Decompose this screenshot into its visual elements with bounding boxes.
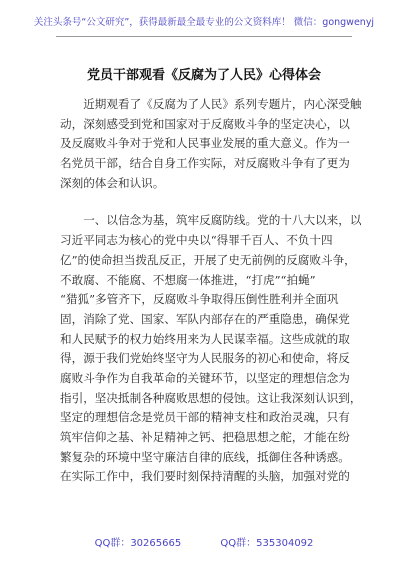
text-line: 习近平同志为核心的党中央以“得罪千百人、不负十四 [60,233,333,248]
text-line: 得，源于我们党始终坚守为人民服务的初心和使命，将反 [60,351,350,366]
paragraph-1 [60,95,360,193]
document-title: 党员干部观看《反腐为了人民》心得体会 [86,68,321,83]
text-line: 腐败斗争作为自我革命的关键环节，以坚定的理想信念为 [60,370,350,385]
text-line: 动，深刻感受到党和国家对于反腐败斗争的坚定决心，以 [60,116,350,131]
text-line: “猎狐”多管齐下，反腐败斗争取得压倒性胜利并全面巩 [60,292,339,307]
text-line: 筑牢信仰之基、补足精神之钙、把稳思想之舵，才能在纷 [60,430,350,444]
paragraph-gap [60,193,360,211]
text-line: 在实际工作中，我们要时刻保持清醒的头脑，加强对党的 [60,469,350,484]
text-line: 和人民赋予的权力始终用来为人民谋幸福。这些成就的取 [60,331,350,346]
text-line: 一、以信念为基，筑牢反腐防线。党的十八大以来，以 [60,213,362,228]
text-line: 坚定的理想信念是党员干部的精神支柱和政治灵魂，只有 [60,410,350,425]
header-promo-text: 关注头条号“公文研究”，获得最新最全最专业的公文资料库！ 微信：gongwenyj [33,17,375,28]
text-line: 亿”的使命担当拨乱反正，开展了史无前例的反腐败斗争， [60,252,356,267]
document-body [60,95,360,487]
paragraph-2 [60,211,360,487]
footer-contact [0,534,408,549]
header-divider [56,36,352,37]
text-line: 深刻的体会和认识。 [60,175,165,190]
footer-qq-group-1: QQ群：30265665 [94,538,182,549]
text-line: 名党员干部，结合自身工作实际，对反腐败斗争有了更为 [60,156,350,171]
footer-qq-group-2: QQ群：535304092 [220,538,314,549]
text-line: 繁复杂的环境中坚守廉洁自律的底线，抵御住各种诱惑。 [60,449,350,464]
text-line: 指引，坚决抵制各种腐败思想的侵蚀。这让我深刻认识到， [60,390,362,405]
text-line: 不敢腐、不能腐、不想腐一体推进，“打虎”“拍蝇” [60,272,316,287]
text-line: 近期观看了《反腐为了人民》系列专题片，内心深受触 [60,97,362,111]
text-line: 及反腐败斗争对于党和人民事业发展的重大意义。作为一 [60,136,350,151]
text-line: 固，消除了党、国家、军队内部存在的严重隐患，确保党 [60,311,350,326]
